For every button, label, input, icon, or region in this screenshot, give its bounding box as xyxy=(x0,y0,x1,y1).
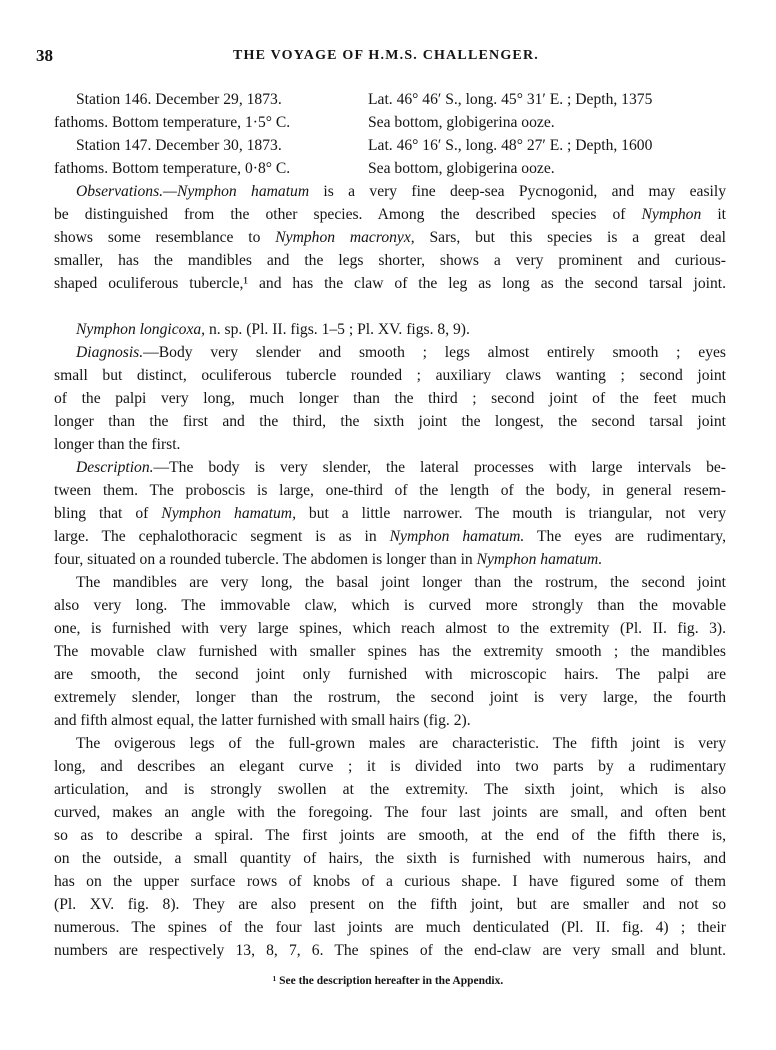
station-147-bottom: Sea bottom, globigerina ooze. xyxy=(368,160,555,177)
text-line: Description.—The body is very slender, the lateral processes with large intervals be- xyxy=(76,459,726,476)
observations-label: Observations.— xyxy=(76,183,177,200)
text-line: smaller, has the mandibles and the legs shorter, shows a very prominent and curious- xyxy=(54,252,726,269)
text-line: bling that of Nymphon hamatum, but a little narrower. The mouth is triangular, not very xyxy=(54,505,726,522)
station-146-line2 xyxy=(54,111,704,134)
diagnosis-label: Diagnosis. xyxy=(76,344,144,361)
text-line: extremely slender, longer than the rostrum, the second joint is very large, the fourth xyxy=(54,689,726,706)
page-number: 38 xyxy=(36,46,53,65)
text-line: large. The cephalothoracic segment is as in Nymphon hamatum. The eyes are rudimentary, xyxy=(54,528,726,545)
text-line: The mandibles are very long, the basal joint longer than the rostrum, the second joint xyxy=(76,574,726,591)
species-name: Nymphon hamatum xyxy=(176,183,310,200)
text-line: long, and describes an elegant curve ; it is divided into two parts by a rudimentary xyxy=(54,758,726,775)
text-line: The ovigerous legs of the full-grown males are characteristic. The fifth joint is very xyxy=(76,735,726,752)
text-line: so as to describe a spiral. The first joints are smooth, at the end of the fifth there is, xyxy=(54,827,726,844)
text-line: be distinguished from the other species. Among the described species of Nymphon it xyxy=(54,206,726,223)
text-line: and fifth almost equal, the latter furnished with small hairs (fig. 2). xyxy=(54,712,471,729)
text-line: has on the upper surface rows of knobs of a curious shape. I have figured some of them xyxy=(54,873,726,890)
text-line: The movable claw furnished with smaller spines has the extremity smooth ; the mandibles xyxy=(54,643,726,660)
station-146-bottom: Sea bottom, globigerina ooze. xyxy=(368,114,555,131)
text-line: (Pl. XV. fig. 8). They are also present on the fifth joint, but are smaller and not so xyxy=(54,896,726,913)
text-line: tween them. The proboscis is large, one-third of the length of the body, in general resem- xyxy=(54,482,726,499)
text-line: four, situated on a rounded tubercle. The abdomen is longer than in Nymphon hamatum. xyxy=(54,551,603,568)
station-147-date: Station 147. December 30, 1873. xyxy=(76,137,282,154)
text-line: longer than the first and the third, the sixth joint the longest, the second tarsal joint xyxy=(54,413,726,430)
station-147-line2 xyxy=(54,157,704,180)
text-line: Diagnosis.—Body very slender and smooth ; legs almost entirely smooth ; eyes xyxy=(76,344,726,361)
footnote: ¹ See the description hereafter in the Appendix. xyxy=(272,975,504,987)
text-line: shaped oculiferous tubercle,¹ and has the claw of the leg as long as the second tarsal joint. xyxy=(54,275,726,292)
text-line: Nymphon longicoxa, n. sp. (Pl. II. figs. 1–5 ; Pl. XV. figs. 8, 9). xyxy=(76,321,470,338)
page-header xyxy=(36,46,736,70)
text-line: longer than the first. xyxy=(54,436,181,453)
text-line: numbers are respectively 13, 8, 7, 6. The spines of the end-claw are very small and blunt. xyxy=(54,942,726,959)
description-label: Description. xyxy=(76,459,154,476)
station-147-line1 xyxy=(76,134,726,157)
new-species-name: Nymphon longicoxa, xyxy=(76,321,206,338)
text-line: of the palpi very long, much longer than the third ; second joint of the feet much xyxy=(54,390,726,407)
station-146-position: Lat. 46° 46′ S., long. 45° 31′ E. ; Depth, 1375 xyxy=(368,91,653,108)
station-146-temperature: fathoms. Bottom temperature, 1·5° C. xyxy=(54,114,291,131)
text-line: also very long. The immovable claw, which is curved more strongly than the movable xyxy=(54,597,726,614)
text-line: shows some resemblance to Nymphon macronyx, Sars, but this species is a great deal xyxy=(54,229,726,246)
text-line: small but distinct, oculiferous tubercle rounded ; auxiliary claws wanting ; second joint xyxy=(54,367,726,384)
text-line: Observations.—Nymphon hamatum is a very fine deep-sea Pycnogonid, and may easily xyxy=(76,183,726,200)
station-147-position: Lat. 46° 16′ S., long. 48° 27′ E. ; Depth, 1600 xyxy=(368,137,653,154)
text-line: on the outside, a small quantity of hairs, the sixth is furnished with numerous hairs, and xyxy=(54,850,726,867)
station-146-line1 xyxy=(76,88,726,111)
station-146-date: Station 146. December 29, 1873. xyxy=(76,91,282,108)
running-title: THE VOYAGE OF H.M.S. CHALLENGER. xyxy=(233,48,539,63)
station-147-temperature: fathoms. Bottom temperature, 0·8° C. xyxy=(54,160,291,177)
text-line: numerous. The spines of the four last joints are much denticulated (Pl. II. fig. 4) ; their xyxy=(54,919,726,936)
text-line: are smooth, the second joint only furnished with microscopic hairs. The palpi are xyxy=(54,666,726,683)
text-line: one, is furnished with very large spines, which reach almost to the extremity (Pl. II. fig. 3). xyxy=(54,620,726,637)
text-line: curved, makes an angle with the foregoing. The four last joints are small, and often bent xyxy=(54,804,726,821)
text-line: articulation, and is strongly swollen at the extremity. The sixth joint, which is also xyxy=(54,781,726,798)
